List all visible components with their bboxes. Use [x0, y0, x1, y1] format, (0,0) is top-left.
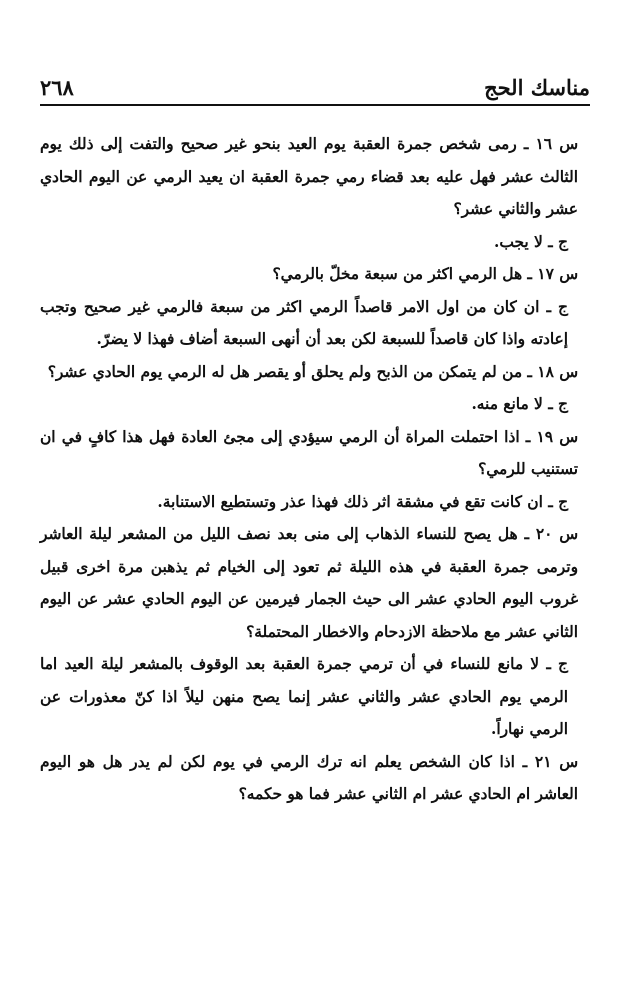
answer-20: ج ـ لا مانع للنساء في أن ترمي جمرة العقبة بعد الوقوف بالمشعر ليلة العيد اما الرمي يوم الحادي عشر والثاني عشر إنما يصح منهن ليلاً اذا كنّ معذورات عن الرمي نهاراً.	[40, 655, 568, 738]
question-20: س ٢٠ ـ هل يصح للنساء الذهاب إلى منى بعد نصف الليل من المشعر ليلة العاشر وترمى جمرة العقبة في هذه الليلة ثم تعود إلى الخيام ثم يذهبن مرة اخرى قبيل غروب اليوم الحادي عشر الى حيث الجمار فيرمين عن اليوم الحادي عشر عن اليوم الثاني عشر مع ملاحظة الازدحام والاخطار المحتملة؟	[40, 525, 578, 641]
running-title: مناسك الحج	[484, 75, 590, 100]
page-number: ٢٦٨	[40, 75, 74, 100]
question-16: س ١٦ ـ رمى شخص جمرة العقبة يوم العيد بنحو غير صحيح والتفت إلى ذلك يوم الثالث عشر فهل عليه بعد قضاء رمي جمرة العقبة ان يعيد الرمي عن اليوم الحادي عشر والثاني عشر؟	[40, 135, 578, 218]
question-18: س ١٨ ـ من لم يتمكن من الذبح ولم يحلق أو يقصر هل له الرمي يوم الحادي عشر؟	[47, 362, 578, 381]
answer-17: ج ـ ان كان من اول الامر قاصداً الرمي اكثر من سبعة فالرمي غير صحيح وتجب إعادته واذا كان قاصداً للسبعة لكن بعد أن أنهى السبعة أضاف فهذا لا يضرّ.	[40, 297, 568, 348]
question-21: س ٢١ ـ اذا كان الشخص يعلم انه ترك الرمي في يوم لكن لم يدر هل هو اليوم العاشر ام الحادي عشر ام الثاني عشر فما هو حكمه؟	[40, 752, 578, 803]
answer-19: ج ـ ان كانت تقع في مشقة اثر ذلك فهذا عذر وتستطيع الاستنابة.	[157, 492, 568, 511]
question-19: س ١٩ ـ اذا احتملت المراة أن الرمي سيؤدي إلى مجئ العادة فهل هذا كافٍ في ان تستنيب للرمي؟	[40, 427, 578, 478]
question-17: س ١٧ ـ هل الرمي اكثر من سبعة مخلّ بالرمي؟	[272, 265, 578, 283]
answer-16: ج ـ لا يجب.	[494, 232, 568, 251]
page-header	[40, 64, 590, 98]
answer-18: ج ـ لا مانع منه.	[471, 395, 568, 413]
header-rule	[40, 104, 590, 106]
page-body	[40, 128, 578, 811]
